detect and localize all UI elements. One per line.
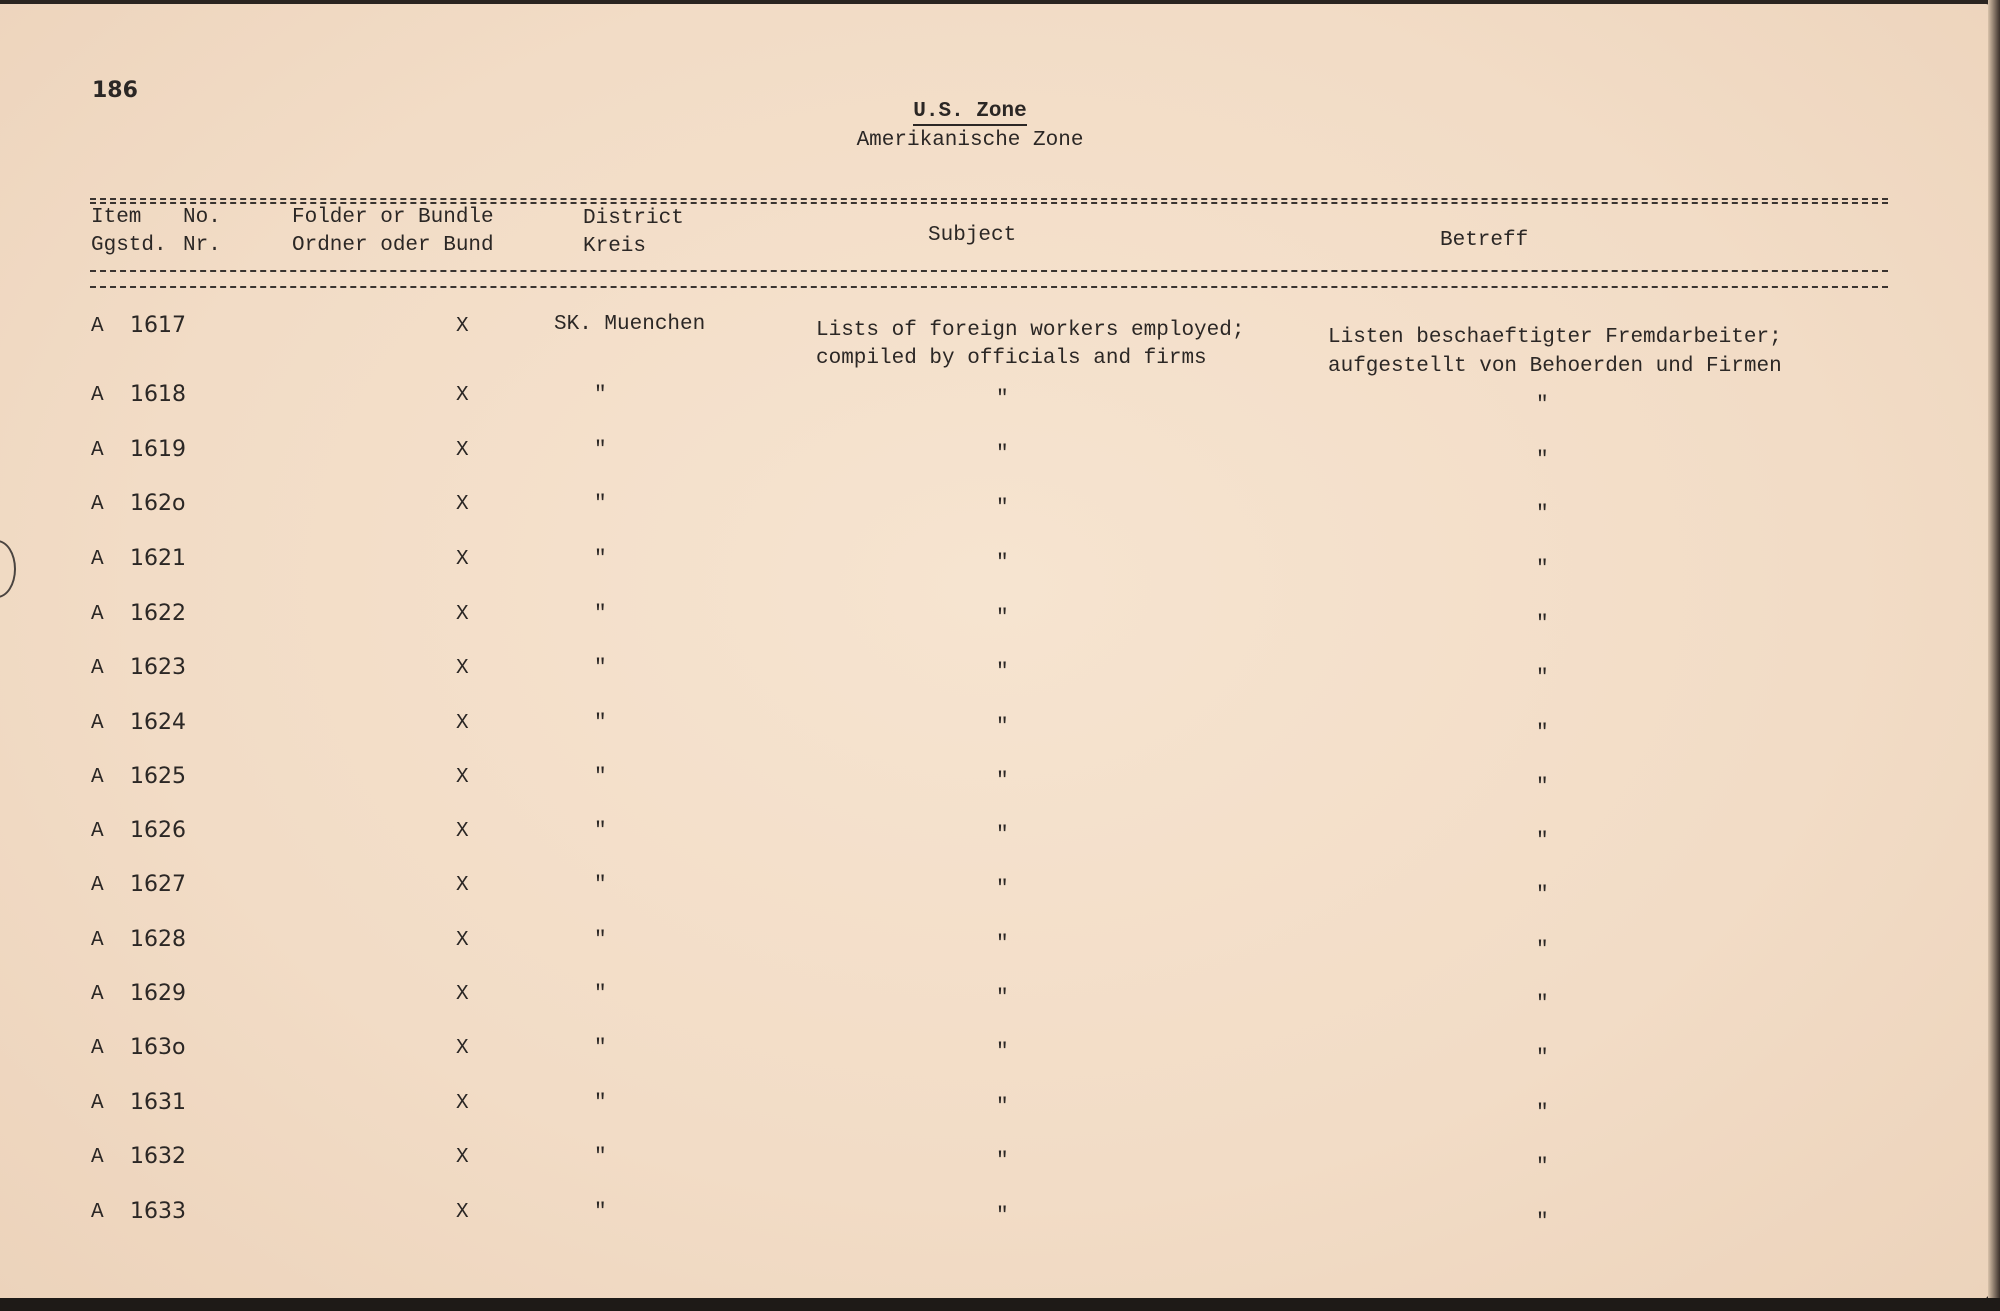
item-number: 1627 [130,872,186,897]
table-row [0,431,1990,485]
header-district: District Kreis [583,207,684,258]
betreff: " [1536,776,1549,799]
header-item: Item Ggstd. [91,206,167,257]
subject: " [996,1205,1009,1228]
subject: " [996,607,1009,630]
item-number: 1624 [130,710,186,735]
bundle-mark: X [456,820,469,843]
item-number: 1622 [130,601,186,626]
header-divider-bottom [90,270,1888,272]
table-row [0,595,1990,649]
betreff: " [1536,993,1549,1016]
bundle-mark: X [456,874,469,897]
item-number: 1618 [130,382,186,407]
subject: " [996,497,1009,520]
district: " [594,1201,607,1224]
item-letter: A [91,874,104,897]
betreff: " [1536,667,1549,690]
district: " [594,657,607,680]
betreff: " [1536,1156,1549,1179]
item-number: 1617 [130,313,186,338]
table-row [0,1029,1990,1083]
betreff: " [1536,884,1549,907]
district: " [594,929,607,952]
subject: " [996,552,1009,575]
bundle-mark: X [456,657,469,680]
table-row [0,1193,1990,1247]
subject: " [996,770,1009,793]
table-row [0,812,1990,866]
item-number: 1633 [130,1199,186,1224]
bundle-mark: X [456,384,469,407]
item-number: 1623 [130,655,186,680]
table-row [0,704,1990,758]
bundle-mark: X [456,548,469,571]
document-page [0,4,1990,1300]
table-row [0,307,1990,378]
betreff: " [1536,1211,1549,1234]
subject: Lists of foreign workers employed; compiled by officials and firms [816,319,1245,370]
betreff: Listen beschaeftigter Fremdarbeiter; aufgestellt von Behoerden und Firmen [1328,326,1782,378]
zone-title-english: U.S. Zone [0,100,1940,123]
district: " [594,983,607,1006]
table-row [0,376,1990,430]
betreff: " [1536,394,1549,417]
bundle-mark: X [456,493,469,516]
subject: " [996,661,1009,684]
subject: " [996,388,1009,411]
bundle-mark: X [456,603,469,626]
district: " [594,493,607,516]
item-letter: A [91,1146,104,1169]
table-row [0,866,1990,920]
item-number: 1629 [130,981,186,1006]
table-row [0,975,1990,1029]
betreff: " [1536,449,1549,472]
item-number: 1621 [130,546,186,571]
district: " [594,874,607,897]
district: " [594,820,607,843]
item-number: 1628 [130,927,186,952]
bundle-mark: X [456,1146,469,1169]
bundle-mark: X [456,766,469,789]
district: " [594,766,607,789]
header-divider-bottom-2 [90,286,1888,288]
header-folder-bundle: Folder or Bundle Ordner oder Bund [292,206,494,257]
item-letter: A [91,603,104,626]
table-row [0,485,1990,539]
subject: " [996,1150,1009,1173]
page-edge-shadow [1988,0,2000,1311]
subject: " [996,443,1009,466]
zone-title-german: Amerikanische Zone [856,129,1084,152]
table-row [0,758,1990,812]
bundle-mark: X [456,315,469,338]
subject: " [996,933,1009,956]
district: " [594,384,607,407]
table-row [0,540,1990,594]
item-letter: A [91,439,104,462]
item-letter: A [91,820,104,843]
bundle-mark: X [456,983,469,1006]
item-letter: A [91,493,104,516]
subject: " [996,1096,1009,1119]
item-letter: A [91,384,104,407]
district: " [594,603,607,626]
bundle-mark: X [456,929,469,952]
subject: " [996,716,1009,739]
table-row [0,1138,1990,1192]
item-letter: A [91,548,104,571]
betreff: " [1536,830,1549,853]
item-number: 1619 [130,437,186,462]
header-subject: Subject [928,224,1017,247]
page-number: 186 [92,78,138,103]
bundle-mark: X [456,1037,469,1060]
item-number: 162o [130,491,186,516]
item-letter: A [91,929,104,952]
table-row [0,921,1990,975]
district: " [594,1037,607,1060]
item-letter: A [91,1037,104,1060]
header-number: No. Nr. [183,206,221,257]
betreff: " [1536,939,1549,962]
subject: " [996,987,1009,1010]
item-letter: A [91,766,104,789]
betreff: " [1536,1102,1549,1125]
bundle-mark: X [456,439,469,462]
bundle-mark: X [456,1201,469,1224]
district: " [594,548,607,571]
item-letter: A [91,657,104,680]
district: " [594,1146,607,1169]
item-letter: A [91,315,104,338]
item-number: 163o [130,1035,186,1060]
district: " [594,712,607,735]
subject: " [996,878,1009,901]
district: SK. Muenchen [554,313,706,336]
header-betreff: Betreff [1440,229,1529,252]
district: " [594,439,607,462]
subject: " [996,1041,1009,1064]
betreff: " [1536,722,1549,745]
item-letter: A [91,712,104,735]
header-divider-top [90,198,1888,200]
subject: " [996,824,1009,847]
item-number: 1631 [130,1090,186,1115]
betreff: " [1536,1047,1549,1070]
betreff: " [1536,503,1549,526]
table-row [0,649,1990,703]
item-number: 1626 [130,818,186,843]
item-letter: A [91,1201,104,1224]
table-row [0,1084,1990,1138]
bundle-mark: X [456,1092,469,1115]
betreff: " [1536,613,1549,636]
bundle-mark: X [456,712,469,735]
betreff: " [1536,558,1549,581]
item-letter: A [91,983,104,1006]
item-letter: A [91,1092,104,1115]
item-number: 1632 [130,1144,186,1169]
item-number: 1625 [130,764,186,789]
scan-bottom-edge [0,1298,2000,1311]
district: " [594,1092,607,1115]
